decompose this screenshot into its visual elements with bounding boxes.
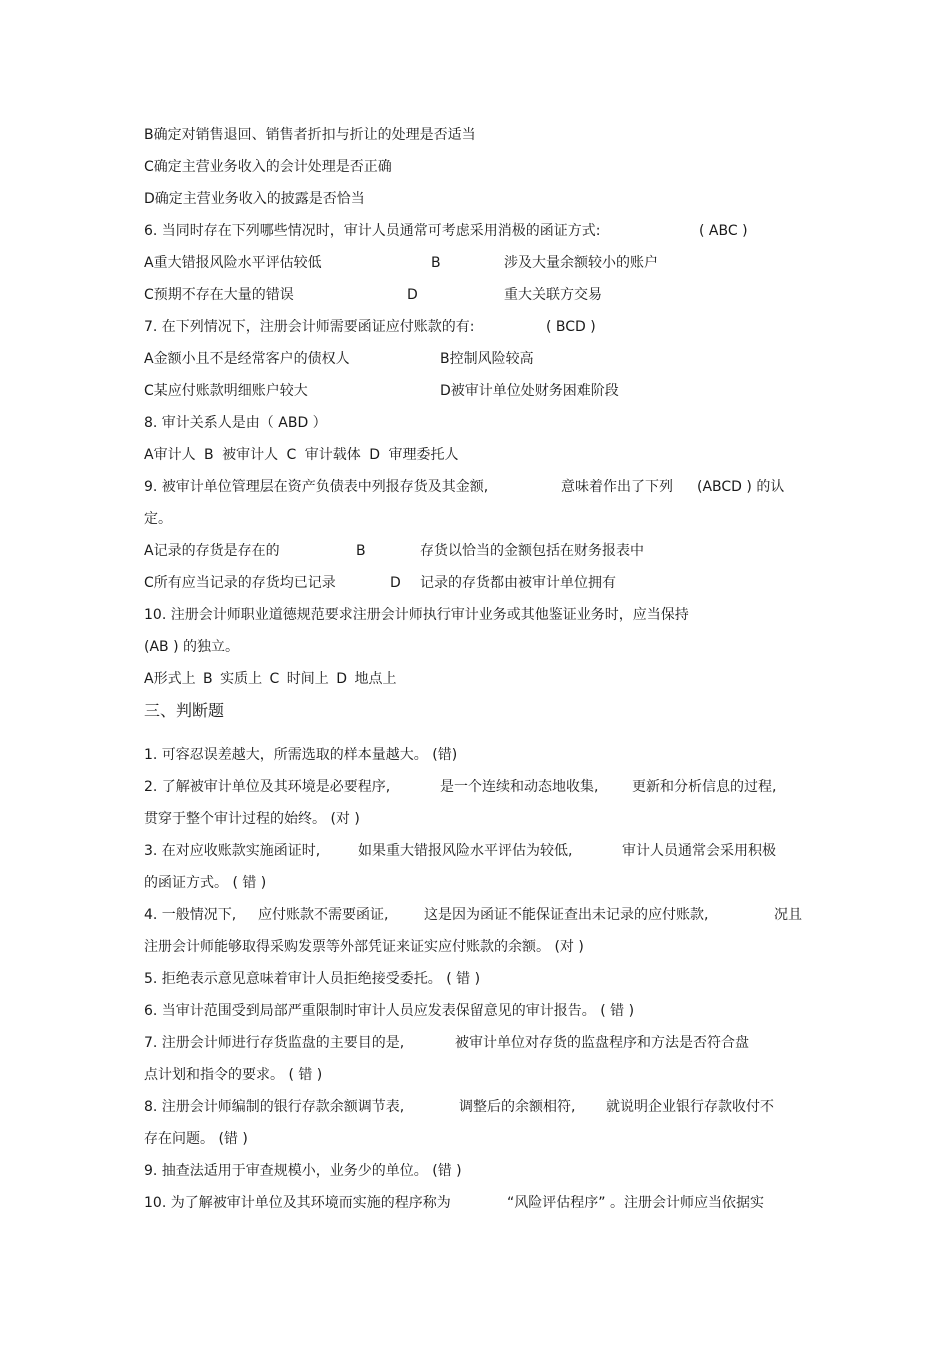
question-9-cont: 定。: [144, 511, 172, 527]
question-10-cont: (AB ) 的独立。: [144, 639, 240, 655]
option-line: A金额小且不是经常客户的债权人: [144, 351, 350, 367]
option-line: D被审计单位处财务困难阶段: [440, 383, 619, 399]
judgment-9: 9. 抽查法适用于审查规模小，业务少的单位。 (错 ): [144, 1163, 462, 1179]
judgment-7: 7. 注册会计师进行存货监盘的主要目的是,: [144, 1035, 405, 1051]
judgment-7-text: 被审计单位对存货的监盘程序和方法是否符合盘: [455, 1035, 749, 1051]
question-9-answer: (ABCD ) 的认: [697, 479, 785, 495]
option-line: 记录的存货都由被审计单位拥有: [420, 575, 616, 591]
option-line: 重大关联方交易: [504, 287, 602, 303]
option-line: D确定主营业务收入的披露是否恰当: [144, 191, 365, 207]
judgment-4-text: 这是因为函证不能保证查出未记录的应付账款,: [424, 907, 709, 923]
question-7-answer: ( BCD ): [546, 319, 596, 335]
judgment-8-text: 调整后的余额相符,: [459, 1099, 576, 1115]
option-line: B确定对销售退回、销售者折扣与折让的处理是否适当: [144, 127, 476, 143]
judgment-3-text: 如果重大错报风险水平评估为较低,: [358, 843, 573, 859]
question-6: 6. 当同时存在下列哪些情况时，审计人员通常可考虑采用消极的函证方式:: [144, 223, 601, 239]
judgment-5: 5. 拒绝表示意见意味着审计人员拒绝接受委托。 ( 错 ): [144, 971, 481, 987]
question-7: 7. 在下列情况下，注册会计师需要函证应付账款的有:: [144, 319, 475, 335]
option-line: C预期不存在大量的错误: [144, 287, 294, 303]
judgment-10: 10. 为了解被审计单位及其环境而实施的程序称为: [144, 1195, 451, 1211]
judgment-4-text: 况且: [774, 907, 802, 923]
judgment-8: 8. 注册会计师编制的银行存款余额调节表,: [144, 1099, 405, 1115]
judgment-1: 1. 可容忍误差越大，所需选取的样本量越大。 (错): [144, 747, 458, 763]
option-line: C所有应当记录的存货均已记录: [144, 575, 336, 591]
judgment-3-text: 审计人员通常会采用积极: [622, 843, 776, 859]
judgment-2-cont: 贯穿于整个审计过程的始终。 (对 ): [144, 811, 360, 827]
judgment-10-text: “风险评估程序” 。注册会计师应当依据实: [507, 1195, 764, 1211]
option-letter: D: [390, 575, 401, 591]
judgment-7-cont: 点计划和指令的要求。 ( 错 ): [144, 1067, 323, 1083]
option-line: A记录的存货是存在的: [144, 543, 280, 559]
option-letter: D: [407, 287, 418, 303]
question-10: 10. 注册会计师职业道德规范要求注册会计师执行审计业务或其他鉴证业务时，应当保持: [144, 607, 689, 623]
option-line: 存货以恰当的金额包括在财务报表中: [420, 543, 644, 559]
option-line: A重大错报风险水平评估较低: [144, 255, 322, 271]
option-line: C某应付账款明细账户较大: [144, 383, 308, 399]
option-line: C确定主营业务收入的会计处理是否正确: [144, 159, 392, 175]
judgment-2-text: 是一个连续和动态地收集,: [440, 779, 599, 795]
question-9-text: 意味着作出了下列: [561, 479, 673, 495]
question-8: 8. 审计关系人是由（ ABD ）: [144, 415, 327, 431]
option-line: B控制风险较高: [440, 351, 534, 367]
option-line: A审计人 B 被审计人 C 审计载体 D 审理委托人: [144, 447, 459, 463]
judgment-4: 4. 一般情况下,: [144, 907, 237, 923]
judgment-3: 3. 在对应收账款实施函证时,: [144, 843, 321, 859]
option-line: A形式上 B 实质上 C 时间上 D 地点上: [144, 671, 397, 687]
option-letter: B: [431, 255, 441, 271]
question-6-answer: ( ABC ): [699, 223, 748, 239]
judgment-8-text: 就说明企业银行存款收付不: [606, 1099, 774, 1115]
judgment-3-cont: 的函证方式。 ( 错 ): [144, 875, 267, 891]
option-line: 涉及大量余额较小的账户: [504, 255, 658, 271]
judgment-4-cont: 注册会计师能够取得采购发票等外部凭证来证实应付账款的余额。 (对 ): [144, 939, 584, 955]
judgment-2: 2. 了解被审计单位及其环境是必要程序,: [144, 779, 391, 795]
section-heading: 三、判断题: [144, 701, 225, 720]
option-letter: B: [356, 543, 366, 559]
judgment-2-text: 更新和分析信息的过程,: [632, 779, 777, 795]
judgment-4-text: 应付账款不需要函证,: [258, 907, 389, 923]
judgment-6: 6. 当审计范围受到局部严重限制时审计人员应发表保留意见的审计报告。 ( 错 ): [144, 1003, 635, 1019]
judgment-8-cont: 存在问题。 (错 ): [144, 1131, 248, 1147]
question-9: 9. 被审计单位管理层在资产负债表中列报存货及其金额,: [144, 479, 489, 495]
